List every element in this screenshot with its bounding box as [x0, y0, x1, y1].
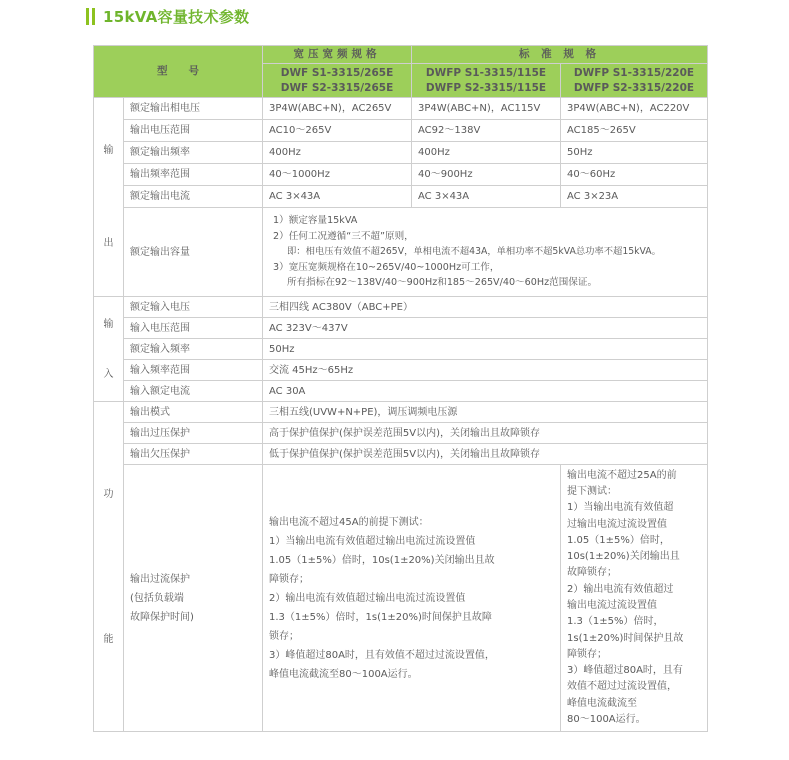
value-cell: AC185～265V [561, 120, 708, 142]
model-cell: DWFP S1-3315/220E DWFP S2-3315/220E [561, 64, 708, 98]
row-label: 额定输入电压 [124, 297, 263, 318]
table-row [94, 142, 708, 164]
row-label: 输出电压范围 [124, 120, 263, 142]
table-row [94, 402, 708, 423]
standard-group-header: 标 准 规 格 [412, 46, 708, 64]
section-title [86, 7, 249, 25]
model-label-cell: 型 号 [94, 46, 263, 98]
wide-group-header: 宽压宽频规格 [263, 46, 412, 64]
value-cell: AC 323V～437V [263, 318, 708, 339]
value-cell: 40～900Hz [412, 164, 561, 186]
category-input: 输 入 [94, 297, 124, 402]
table-row [94, 318, 708, 339]
value-cell: 高于保护值保护(保护误差范围5V以内)，关闭输出且故障锁存 [263, 423, 708, 444]
table-row [94, 339, 708, 360]
value-cell: 50Hz [561, 142, 708, 164]
row-label: 输出频率范围 [124, 164, 263, 186]
table-row [94, 423, 708, 444]
value-cell: 40～60Hz [561, 164, 708, 186]
value-cell: AC 3×43A [263, 186, 412, 208]
row-label: 输入电压范围 [124, 318, 263, 339]
model-cell: DWFP S1-3315/115E DWFP S2-3315/115E [412, 64, 561, 98]
row-label: 输入额定电流 [124, 381, 263, 402]
row-label: 额定输出相电压 [124, 98, 263, 120]
value-cell: 50Hz [263, 339, 708, 360]
value-cell: 40～1000Hz [263, 164, 412, 186]
value-cell: 三相五线(UVW+N+PE)，调压调频电压源 [263, 402, 708, 423]
value-cell: 3P4W(ABC+N)，AC115V [412, 98, 561, 120]
spec-table [93, 45, 708, 732]
overcurrent-wide-notes: 输出电流不超过45A的前提下测试： 1）当输出电流有效值超过输出电流过流设置值 1.05（1±5%）倍时，10s(1±20%)关闭输出且故 障锁存； 2）输出电流有效值超过输出电流过流设置值 1.3（1±5%）倍时，1s(1±20%)时间保护且故障 锁存； 3）峰值超过80A时，且有效值不超过过流设置值， 峰值电流截流至80～100A运行。 [263, 465, 561, 732]
capacity-notes: 1）额定容量15kVA 2）任何工况遵循“三不超”原则， 即：相电压有效值不超265V，单相电流不超43A，单相功率不超5kVA总功率不超15kVA。 3）宽压宽频规格在10~265V/40~1000Hz可工作， 所有指标在92～138V/40～900Hz和185～265V/40～60Hz范围保证。 [263, 208, 708, 297]
row-label: 额定输出电流 [124, 186, 263, 208]
title-bar-marker [92, 8, 95, 25]
row-label: 额定输出容量 [124, 208, 263, 297]
value-cell: 400Hz [263, 142, 412, 164]
table-row [94, 120, 708, 142]
model-cell: DWF S1-3315/265E DWF S2-3315/265E [263, 64, 412, 98]
title-bar-marker [86, 8, 89, 25]
table-row [94, 98, 708, 120]
value-cell: AC10～265V [263, 120, 412, 142]
table-row [94, 164, 708, 186]
table-row [94, 360, 708, 381]
row-label: 额定输入频率 [124, 339, 263, 360]
value-cell: 400Hz [412, 142, 561, 164]
category-function: 功 能 [94, 402, 124, 732]
overcurrent-label: 输出过流保护 (包括负载端 故障保护时间) [124, 465, 263, 732]
table-row [94, 444, 708, 465]
row-label: 输出过压保护 [124, 423, 263, 444]
value-cell: 三相四线 AC380V（ABC+PE） [263, 297, 708, 318]
row-label: 输出模式 [124, 402, 263, 423]
value-cell: 3P4W(ABC+N)，AC265V [263, 98, 412, 120]
value-cell: 低于保护值保护(保护误差范围5V以内)，关闭输出且故障锁存 [263, 444, 708, 465]
row-label: 输入频率范围 [124, 360, 263, 381]
table-row [94, 465, 708, 732]
row-label: 输出欠压保护 [124, 444, 263, 465]
value-cell: 3P4W(ABC+N)，AC220V [561, 98, 708, 120]
table-row [94, 297, 708, 318]
value-cell: AC92～138V [412, 120, 561, 142]
row-label: 额定输出频率 [124, 142, 263, 164]
value-cell: 交流 45Hz～65Hz [263, 360, 708, 381]
table-row [94, 381, 708, 402]
table-row [94, 186, 708, 208]
category-output: 输 出 [94, 98, 124, 297]
table-row [94, 208, 708, 297]
value-cell: AC 30A [263, 381, 708, 402]
page-title: 15kVA容量技术参数 [103, 7, 250, 26]
overcurrent-standard-notes: 输出电流不超过25A的前 提下测试： 1）当输出电流有效值超 过输出电流过流设置值 1.05（1±5%）倍时， 10s(1±20%)关闭输出且 故障锁存； 2）输出电流有效值超过 输出电流过流设置值 1.3（1±5%）倍时， 1s(1±20%)时间保护且故 障锁存； 3）峰值超过80A时，且有 效值不超过过流设置值， 峰值电流截流至 80～100A运行。 [561, 465, 708, 732]
value-cell: AC 3×23A [561, 186, 708, 208]
header-row [94, 46, 708, 64]
value-cell: AC 3×43A [412, 186, 561, 208]
